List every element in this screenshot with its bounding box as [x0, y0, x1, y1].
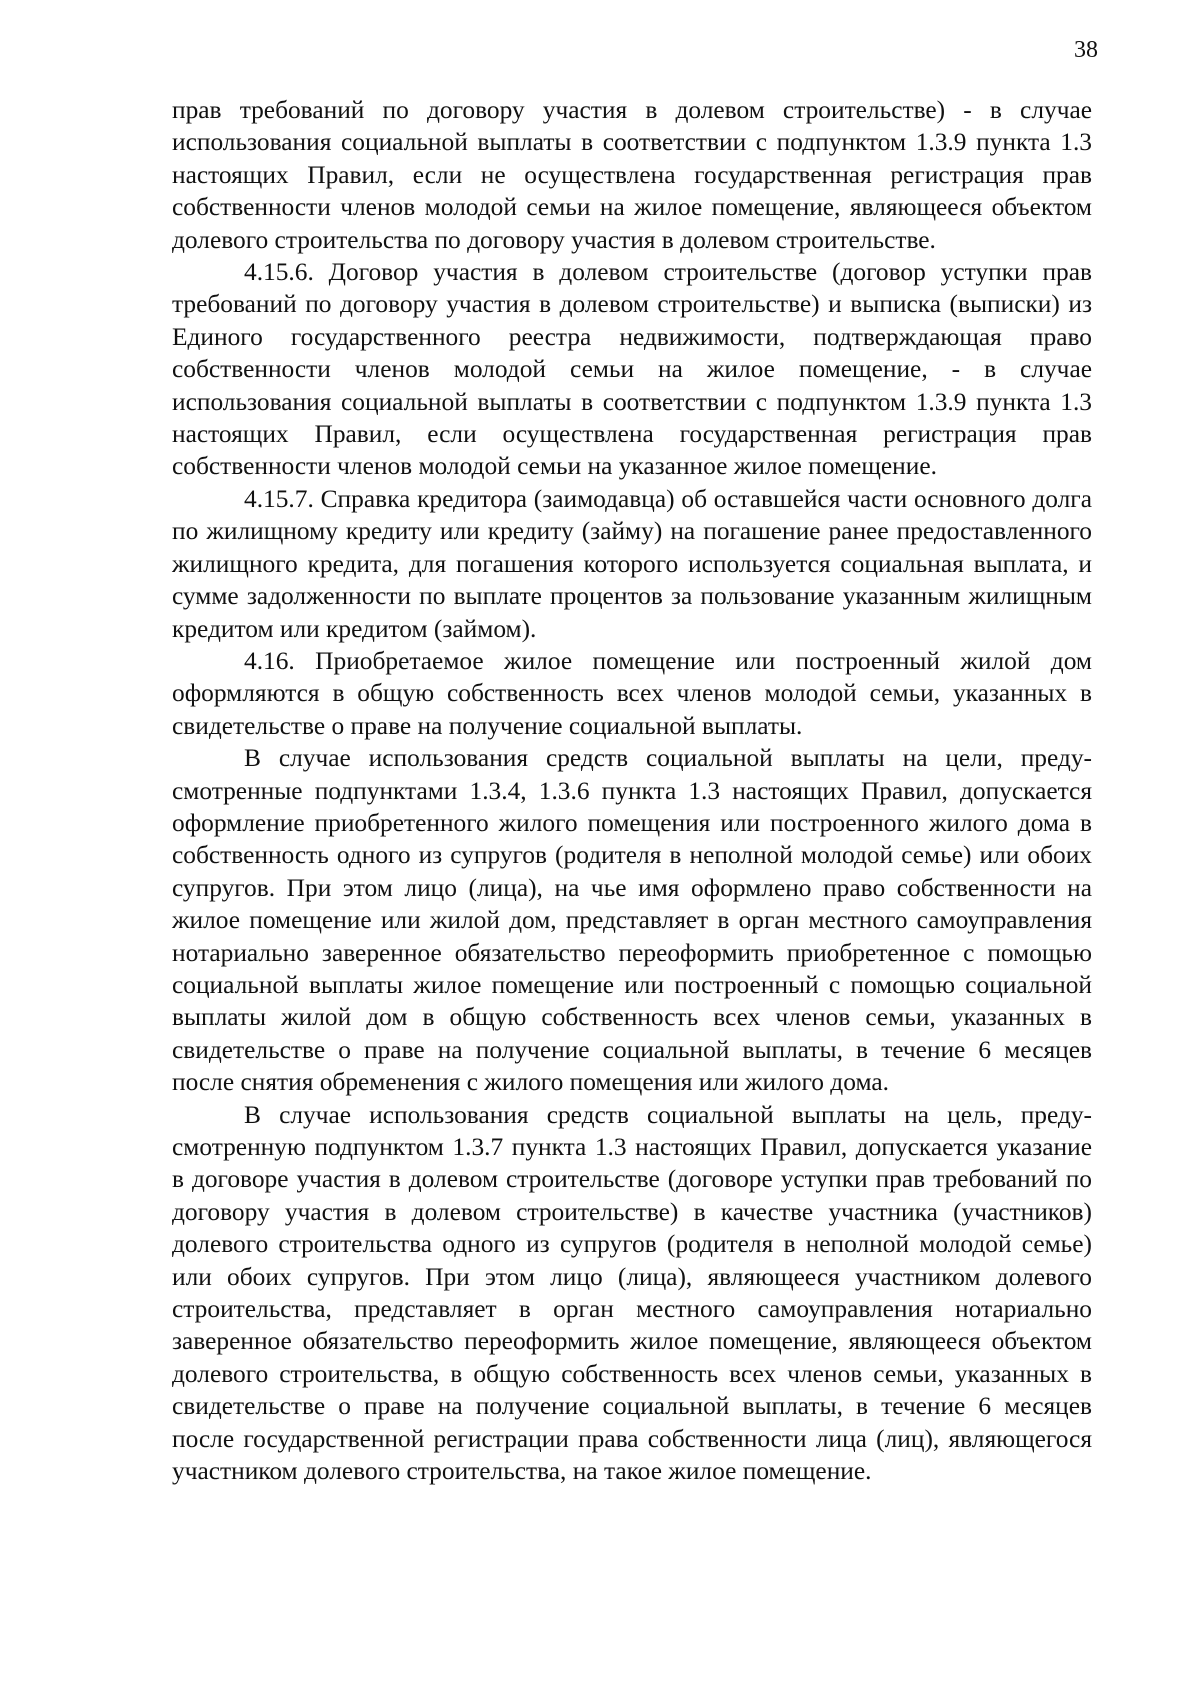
paragraph-continuation: прав требований по договору участия в долевом строительстве) - в случае использования социальной выплаты в соответствии с подпунктом 1.3.9 пункта 1.3 настоящих Правил, если не осуществлена государственная регистрация прав собственности членов молодой семьи на жилое помещение, являющееся объектом долевого строительства по договору участия в долевом строительстве.: [172, 96, 1092, 254]
paragraph-shared-construction: В случае использования средств социальной выплаты на цель, предусмотренную подпунктом 1.3.7 пункта 1.3 настоящих Правил, допускается указание в договоре участия в долевом строительстве (договоре уступки прав требований по договору участия в долевом строительстве) в качестве участника (участников) долевого строительства одного из супругов (родителя в неполной молодой семье) или обоих супругов. При этом лицо (лица), являющееся участником долевого строительства, представляет в орган местного самоуправления нотариально заверенное обязательство переоформить жилое помещение, являющееся объектом долевого строительства, в общую собственность всех членов семьи, указанных в свидетельстве о праве на получение социальной выплаты, в течение 6 месяцев после государственной регистрации права собственности лица (лиц), являющегося участником долевого строительства, на такое жилое помещение.: [172, 1100, 1092, 1486]
page-number: 38: [1074, 37, 1098, 63]
paragraph-4-15-6: 4.15.6. Договор участия в долевом строительстве (договор уступки прав требований по договору участия в долевом строительстве) и выписка (выписки) из Единого государственного реестра недвижимости, подтверждающая право собственности членов молодой семьи на жилое помещение, - в случае использования социальной выплаты в соответствии с подпунктом 1.3.9 пункта 1.3 настоящих Правил, если осуществлена государственная регистрация прав собственности членов молодой семьи на указанное жилое помещение.: [172, 258, 1092, 481]
paragraph-4-16: 4.16. Приобретаемое жилое помещение или построенный жилой дом оформляются в общую собственность всех членов молодой семьи, указанных в свидетельстве о праве на получение социальной выплаты.: [172, 646, 1092, 740]
paragraph-spouse-ownership: В случае использования средств социальной выплаты на цели, предусмотренные подпунктами 1.3.4, 1.3.6 пункта 1.3 настоящих Правил, допускается оформление приобретенного жилого помещения или построенного жилого дома в собственность одного из супругов (родителя в неполной молодой семье) или обоих супругов. При этом лицо (лица), на чье имя оформлено право собственности на жилое помещение или жилой дом, представляет в орган местного самоуправления нотариально заверенное обязательство переоформить приобретенное с помощью социальной выплаты жилое помещение или построенный с помощью социальной выплаты жилой дом в общую собственность всех членов семьи, указанных в свидетельстве о праве на получение социальной выплаты, в течение 6 месяцев после снятия обременения с жилого помещения или жилого дома.: [172, 744, 1092, 1097]
document-body: [172, 94, 1092, 1487]
paragraph-4-15-7: 4.15.7. Справка кредитора (заимодавца) об оставшейся части основного долга по жилищному кредиту или кредиту (займу) на погашение ранее предоставленного жилищного кредита, для погашения которого используется социальная выплата, и сумме задолженности по выплате процентов за пользование указанным жилищным кредитом или кредитом (займом).: [172, 484, 1092, 643]
